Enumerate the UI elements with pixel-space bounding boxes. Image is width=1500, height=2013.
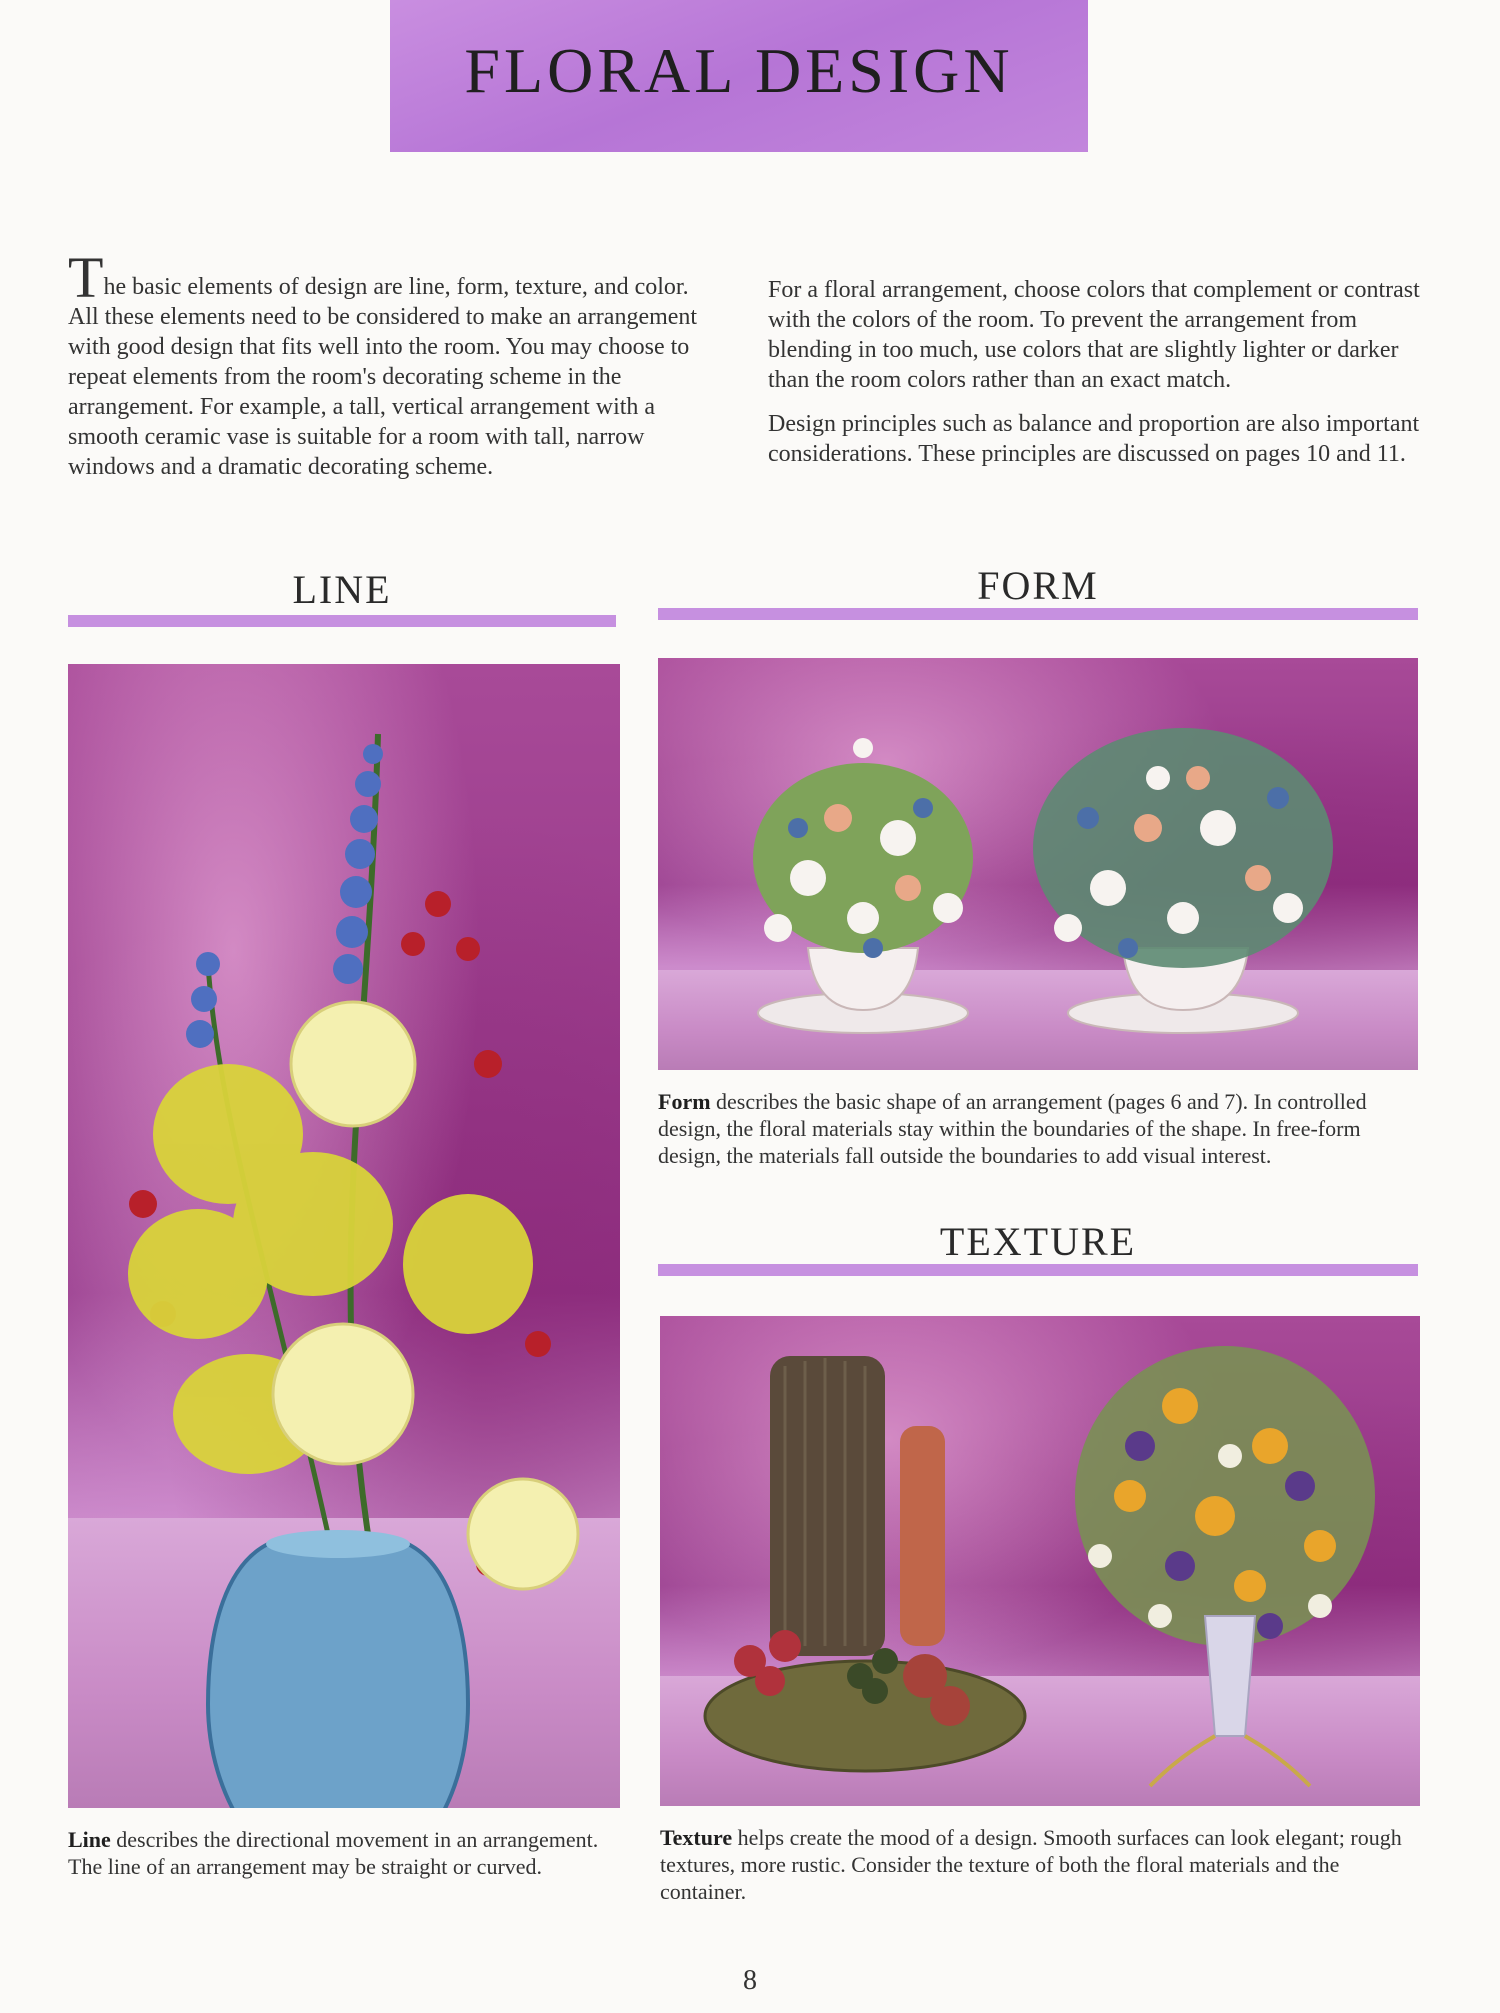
vase-arrangement-illustration [68, 664, 620, 1808]
title-banner [390, 0, 1088, 152]
texture-caption-term: Texture [660, 1825, 733, 1850]
line-caption [68, 1826, 628, 1880]
intro-left [68, 245, 718, 496]
texture-heading: TEXTURE [939, 1219, 1137, 1264]
form-heading-bar [658, 608, 1418, 620]
texture-caption [660, 1824, 1422, 1905]
texture-arrangements-illustration [660, 1316, 1420, 1806]
intro-right [768, 275, 1430, 483]
page-number: 8 [743, 1965, 757, 1996]
drop-cap: T [68, 245, 104, 310]
form-caption-text: describes the basic shape of an arrangement (pages 6 and 7). In controlled design, the floral materials stay within the boundaries of the shape. In free-form design, the materials fall outside the boundaries to add visual interest. [658, 1089, 1367, 1168]
teacup-arrangements-illustration [658, 658, 1418, 1070]
intro-right-paragraph-2: Design principles such as balance and proportion are also important considerations. These principles are discussed on pages 10 and 11. [768, 411, 1420, 467]
intro-right-paragraph-1: For a floral arrangement, choose colors that complement or contrast with the colors of the room. To prevent the arrangement from blending in too much, use colors that are slightly lighter or darker than the room colors rather than an exact match. [768, 277, 1420, 393]
form-caption [658, 1088, 1420, 1169]
texture-heading-bar [658, 1264, 1418, 1276]
form-heading: FORM [977, 563, 1099, 608]
line-heading-bar [68, 615, 616, 627]
intro-left-paragraph [68, 245, 718, 482]
line-photo [68, 664, 620, 1808]
texture-caption-text: helps create the mood of a design. Smooth surfaces can look elegant; rough textures, more rustic. Consider the texture of both the floral materials and the container. [660, 1825, 1402, 1904]
line-caption-term: Line [68, 1827, 111, 1852]
form-caption-term: Form [658, 1089, 711, 1114]
line-heading: LINE [292, 567, 392, 612]
line-caption-text: describes the directional movement in an arrangement. The line of an arrangement may be straight or curved. [68, 1827, 599, 1879]
form-photo [658, 658, 1418, 1070]
intro-left-text: he basic elements of design are line, form, texture, and color. All these elements need to be considered to make an arrangement with good design that fits well into the room. You may choose to repeat elements from the room's decorating scheme in the arrangement. For example, a tall, vertical arrangement with a smooth ceramic vase is suitable for a room with tall, narrow windows and a dramatic decorating scheme. [68, 274, 698, 480]
texture-photo [660, 1316, 1420, 1806]
page-title: FLORAL DESIGN [464, 35, 1014, 106]
